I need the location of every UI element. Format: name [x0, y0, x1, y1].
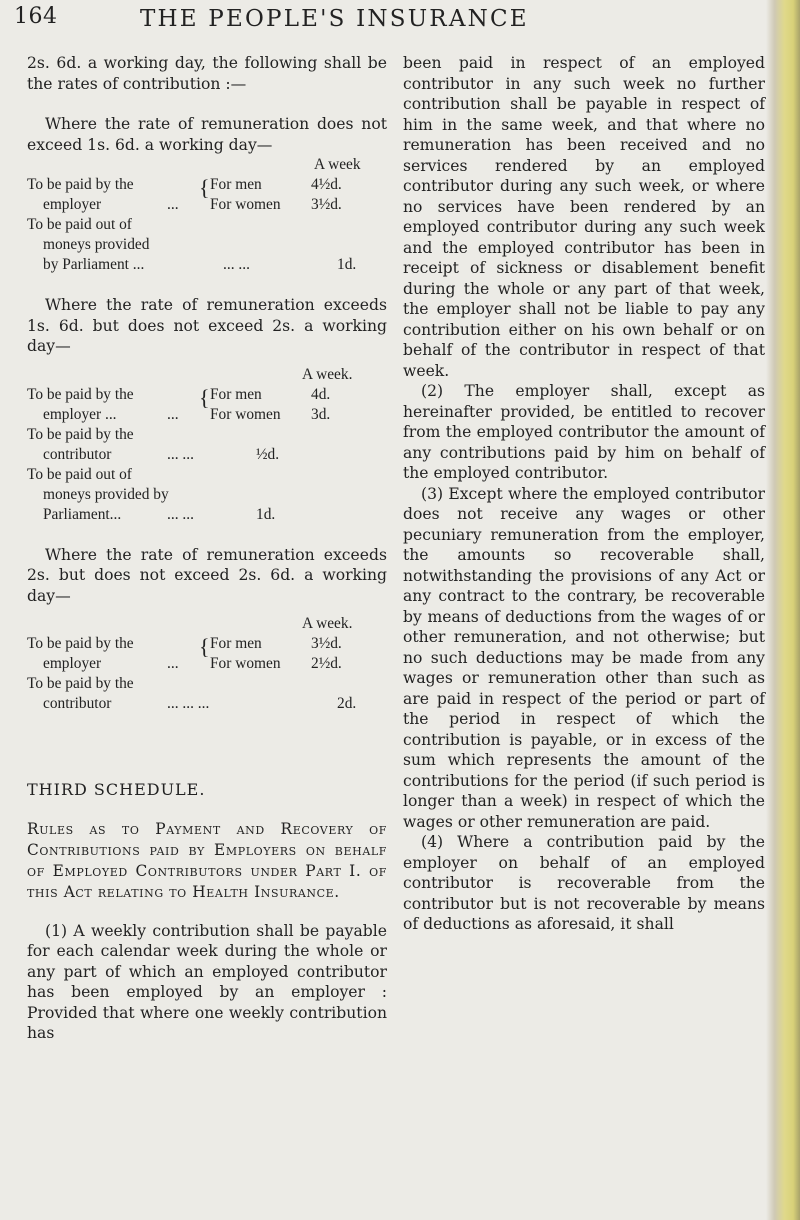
page-header: [0, 4, 800, 44]
row-category: For men: [210, 385, 262, 403]
case1-row: [27, 215, 387, 235]
case2-row: [27, 425, 387, 445]
case3-row: [27, 654, 387, 674]
row-category: For men: [210, 635, 262, 652]
case1-row: [27, 175, 387, 200]
case2-week-label: [27, 365, 387, 385]
row-label: To be paid out of: [27, 216, 132, 233]
week-label: A week.: [302, 365, 353, 383]
row-label: employer ...: [43, 405, 117, 423]
case2-row: [27, 384, 387, 410]
row-amount: ½d.: [256, 445, 280, 463]
row-label: To be paid by the: [27, 176, 134, 193]
row-label: To be paid by the: [27, 425, 134, 443]
case1-row: [27, 255, 387, 275]
bracket-icon: {: [199, 175, 210, 200]
row-amount: 4d.: [311, 385, 331, 403]
week-label: A week: [314, 156, 361, 173]
row-label: moneys provided: [43, 236, 150, 253]
row-category: For women: [210, 196, 281, 213]
row-category: For men: [210, 176, 262, 193]
week-label: A week.: [302, 615, 353, 632]
schedule-title: THIRD SCHEDULE.: [27, 780, 206, 799]
leader-dots: ... ...: [167, 445, 194, 463]
paragraph-3: (3) Except where the employed contributor does not receive any wages or other pecuniary remuneration from the employer, the amounts so recoverable shall, notwithstanding the provisions of any Act or any contract to the contrary, be recoverable by means of deductions from the wages of or other remuneration, and not otherwise; but no such deductions may be made from any wages or remuneration other than such as are paid in respect of the period or part of the period in respect of which the contribution is payable, or in excess of the sum which represents the amount of the contributions for the period (if such period is longer than a week) in respect of which the wages or other remuneration are paid.: [403, 484, 765, 831]
right-column: [403, 53, 765, 935]
row-label: contributor: [43, 445, 112, 463]
leader-dots: ...: [167, 655, 179, 672]
bracket-icon: {: [199, 634, 210, 659]
leader-dots: ... ...: [223, 256, 250, 273]
row-label: moneys provided by: [43, 485, 169, 503]
leader-dots: ...: [167, 196, 179, 213]
row-label: To be paid out of: [27, 465, 132, 483]
row-category: For women: [210, 655, 281, 672]
page-edge-shadow: [766, 0, 800, 1220]
row-label: To be paid by the: [27, 385, 134, 403]
row-label: Parliament...: [43, 505, 122, 523]
case3-row: [27, 694, 387, 714]
row-label: by Parliament ...: [43, 256, 145, 273]
row-label: contributor: [43, 695, 112, 712]
row-amount: 3d.: [311, 405, 331, 423]
row-label: employer: [43, 196, 102, 213]
row-amount: 4½d.: [311, 176, 342, 193]
case1-heading: Where the rate of remuneration does not exceed 1s. 6d. a working day—: [27, 115, 387, 154]
case3-heading: Where the rate of remuneration exceeds 2s. but does not exceed 2s. 6d. a working day—: [27, 545, 387, 605]
case2-row: [27, 405, 387, 425]
row-amount: 1d.: [256, 505, 276, 523]
case1-row: [27, 235, 387, 255]
case3-week-label: [27, 614, 387, 634]
leader-dots: ...: [167, 405, 179, 423]
paragraph-1: (1) A weekly contribution shall be payable for each calendar week during the whole or any part of which an employed contributor has been employed by an employer : Provided that where one weekly contribution has: [27, 921, 387, 1042]
row-amount: 3½d.: [311, 196, 342, 213]
row-amount: 2½d.: [311, 655, 342, 672]
page-number: 164: [14, 4, 58, 29]
case1-row: [27, 195, 387, 215]
case2-row: [27, 445, 387, 465]
row-amount: 1d.: [337, 256, 357, 273]
case1-week-label: [27, 155, 387, 175]
row-label: To be paid by the: [27, 675, 134, 692]
leader-dots: ... ...: [167, 505, 194, 523]
row-amount: 2d.: [337, 695, 357, 712]
case2-row: [27, 505, 387, 525]
leader-dots: ... ... ...: [167, 695, 210, 712]
row-label: To be paid by the: [27, 635, 134, 652]
paragraph-1-continued: been paid in respect of an employed contributor in any such week no further contribution shall be payable in respect of him in the same week, and that where no remuneration has been received and no services rendered by an employed contributor during any such week, or where no services have been rendered by an employed contributor during any such week and the employed contributor has been in receipt of sickness or disablement benefit during the whole or any part of that week, the employer shall not be liable to pay any contribution either on his own behalf or on behalf of the contributor in respect of that week.: [403, 54, 765, 380]
row-amount: 3½d.: [311, 635, 342, 652]
left-column: [27, 53, 387, 1044]
case3-row: [27, 634, 387, 659]
paragraph-2: (2) The employer shall, except as hereinafter provided, be entitled to recover from the employed contributor the amount of any contributions paid by him on behalf of the employed contributor.: [403, 382, 765, 482]
case2-row: [27, 465, 387, 485]
rules-title: Rules as to Payment and Recovery of Contributions paid by Employers on behalf of Employed Contributors under Part I. of this Act relating to Health Insurance.: [27, 819, 387, 901]
case2-heading: Where the rate of remuneration exceeds 1s. 6d. but does not exceed 2s. a working day—: [27, 296, 387, 355]
case3-row: [27, 674, 387, 694]
case2-row: [27, 485, 387, 505]
row-label: employer: [43, 655, 102, 672]
paragraph-4: (4) Where a contribution paid by the employer on behalf of an employed contributor is recoverable from the contributor but is not recoverable by means of deductions as aforesaid, it shall: [403, 833, 765, 933]
row-category: For women: [210, 405, 281, 423]
intro-text: 2s. 6d. a working day, the following shall be the rates of contribution :—: [27, 54, 387, 93]
running-title: THE PEOPLE'S INSURANCE: [140, 6, 529, 32]
bracket-icon: {: [199, 384, 210, 410]
